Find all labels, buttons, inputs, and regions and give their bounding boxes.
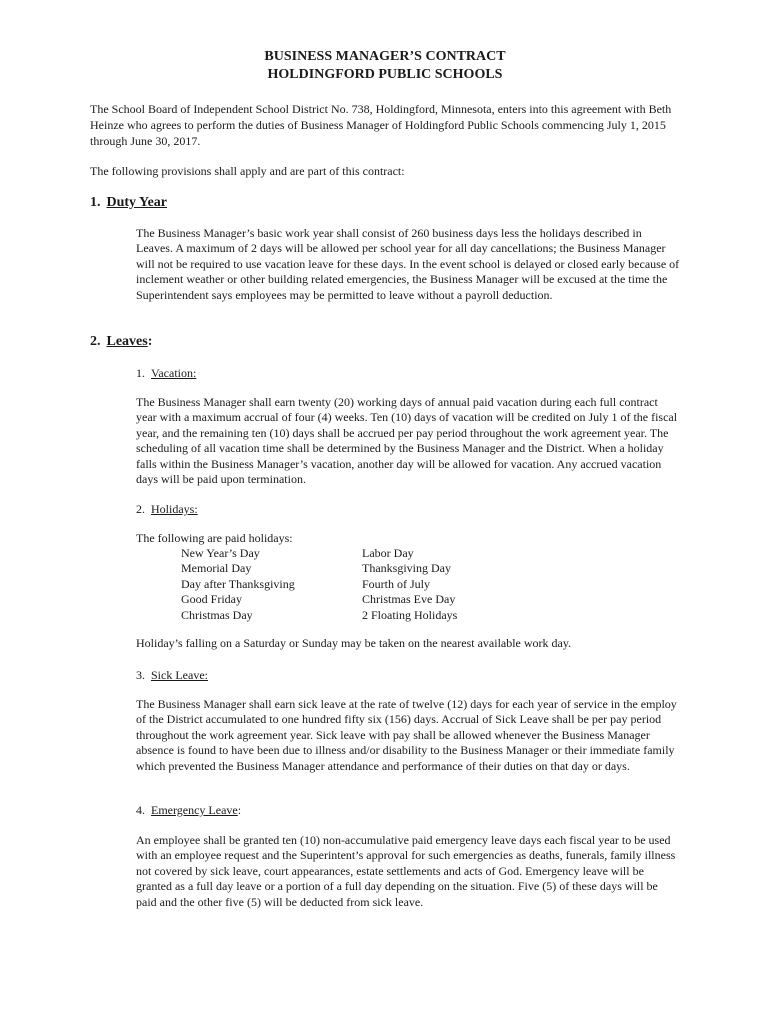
holiday-item: Christmas Day (181, 607, 253, 622)
emergency-leave-paragraph: An employee shall be granted ten (10) non-accumulative paid emergency leave days each fiscal year to be used with an employee request and the Superintent’s approval for such emergencies as deaths, funerals, family illness not covered by sick leave, court appearances, estate settlements and acts of God. Emergency leave will be granted as a full day leave or a portion of a full day depending on the situation. Five (5) of these days will be paid and the other five (5) will be deducted from sick leave. (136, 833, 676, 909)
sick-leave-paragraph: The Business Manager shall earn sick leave at the rate of twelve (12) days for each year of service in the employ of the District accumulated to one hundred fifty six (156) days. Accrual of Sick Leave shall be per pay period throughout the work agreement year. Sick leave with pay shall be allowed whenever the Business Manager absence is found to have been due to illness and/or disability to the Business Manager or their immediate family which prevented the Business Manager attendance and performance of their duties on that day or days. (136, 697, 677, 773)
section-duty-year-heading (90, 194, 167, 211)
section-leaves-heading (90, 333, 152, 350)
holiday-list-left (181, 546, 295, 623)
section-title-colon: : (147, 334, 153, 349)
subsection-title: Sick Leave: (151, 668, 208, 682)
subsection-number: 1. (136, 366, 145, 380)
holiday-item: Thanksgiving Day (362, 561, 451, 576)
holiday-item: Memorial Day (181, 561, 252, 576)
holidays-weekend-note: Holiday’s falling on a Saturday or Sunday may be taken on the nearest available work day. (136, 636, 572, 650)
subsection-number: 3. (136, 668, 145, 682)
holiday-item: Good Friday (181, 592, 242, 607)
document-title: BUSINESS MANAGER’S CONTRACT (264, 49, 506, 64)
holiday-item: New Year’s Day (181, 546, 260, 560)
holiday-item: 2 Floating Holidays (362, 607, 458, 622)
holiday-item: Christmas Eve Day (362, 592, 456, 607)
holidays-intro: The following are paid holidays: (136, 531, 293, 545)
subsection-sick-leave-heading (136, 668, 208, 683)
vacation-paragraph: The Business Manager shall earn twenty (20) working days of annual paid vacation during each full contract year with a maximum accrual of four (4) weeks. Ten (10) days of vacation will be credited on July 1 of the fiscal year, and the remaining ten (10) days shall be accrued per pay period throughout the work agreement year. The scheduling of all vacation time shall be determined by the Business Manager and the District. When a holiday falls within the Business Manager’s vacation, another day will be allowed for vacation. Any accrued vacation days will be paid upon termination. (136, 395, 678, 487)
subsection-number: 4. (136, 803, 145, 817)
subsection-title: Vacation: (151, 366, 197, 380)
subsection-number: 2. (136, 502, 145, 516)
provisions-statement: The following provisions shall apply and are part of this contract: (90, 164, 405, 178)
holiday-item: Day after Thanksgiving (181, 576, 295, 591)
holiday-list-right (362, 546, 457, 623)
holiday-item: Labor Day (362, 546, 414, 560)
section-title: Leaves (106, 334, 148, 349)
subsection-title-colon: : (237, 803, 242, 817)
subsection-vacation-heading (136, 366, 196, 381)
subsection-title: Emergency Leave (151, 803, 238, 817)
subsection-emergency-leave-heading (136, 803, 241, 818)
holiday-item: Fourth of July (362, 576, 431, 591)
subsection-holidays-heading (136, 502, 198, 517)
section-number: 1. (90, 195, 101, 210)
section-number: 2. (90, 334, 101, 349)
section-title: Duty Year (106, 195, 168, 210)
subsection-title: Holidays: (151, 502, 198, 516)
duty-year-paragraph: The Business Manager’s basic work year shall consist of 260 business days less the holidays described in Leaves. A maximum of 2 days will be allowed per school year for all day cancellations; the Business Manager will not be required to use vacation leave for these days. In the event school is delayed or closed early because of inclement weather or other building related emergencies, the Business Manager will be excused at the time the Superintendent says employees may be permitted to leave without a payroll deduction. (136, 226, 680, 302)
document-subtitle: HOLDINGFORD PUBLIC SCHOOLS (267, 67, 503, 82)
agreement-paragraph: The School Board of Independent School District No. 738, Holdingford, Minnesota, enters into this agreement with Beth Heinze who agrees to perform the duties of Business Manager of Holdingford Public Schools commencing July 1, 2015 through June 30, 2017. (90, 102, 672, 148)
